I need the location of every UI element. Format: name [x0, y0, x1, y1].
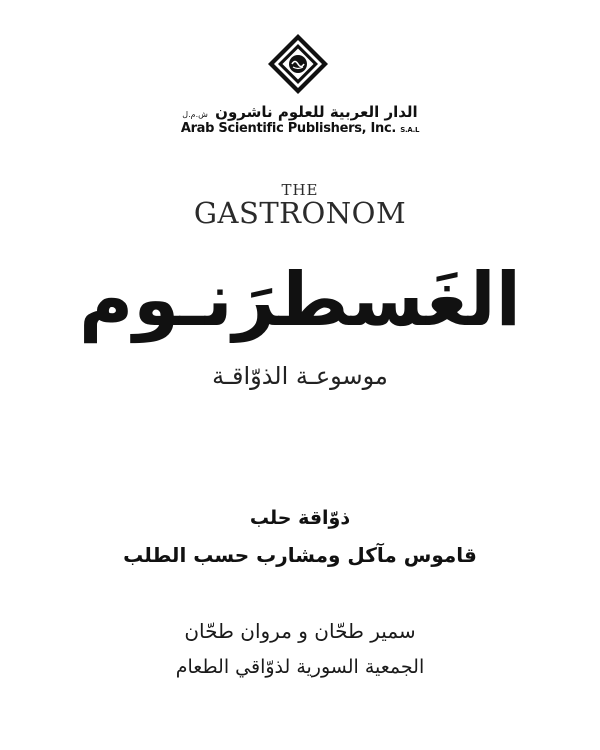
publisher-sal-arabic: ش.م.ل	[182, 110, 208, 119]
publisher-name-arabic	[0, 103, 600, 121]
title-gastronom: GASTRONOM	[193, 196, 407, 230]
publisher-logo-icon	[267, 33, 329, 95]
book-subheading: ذوّاقة حلب	[249, 507, 351, 529]
publisher-sal-english: S.A.L	[400, 126, 420, 134]
publisher-name-english	[0, 121, 600, 136]
publisher-logo	[267, 33, 329, 95]
publisher-name-arabic-text: الدار العربية للعلوم ناشرون	[215, 103, 418, 121]
authors: سمير طحّان و مروان طحّان	[184, 619, 416, 643]
society-name: الجمعية السورية لذوّاقي الطعام	[175, 656, 425, 678]
book-description: قاموس مآكل ومشارب حسب الطلب	[123, 543, 477, 567]
publisher-name-english-text: Arab Scientific Publishers, Inc.	[180, 121, 397, 136]
title-arabic: الغَسطرَنـوم	[78, 257, 522, 343]
subtitle-arabic: موسوعـة الذوّاقـة	[212, 362, 388, 390]
title-the: THE	[281, 181, 319, 199]
